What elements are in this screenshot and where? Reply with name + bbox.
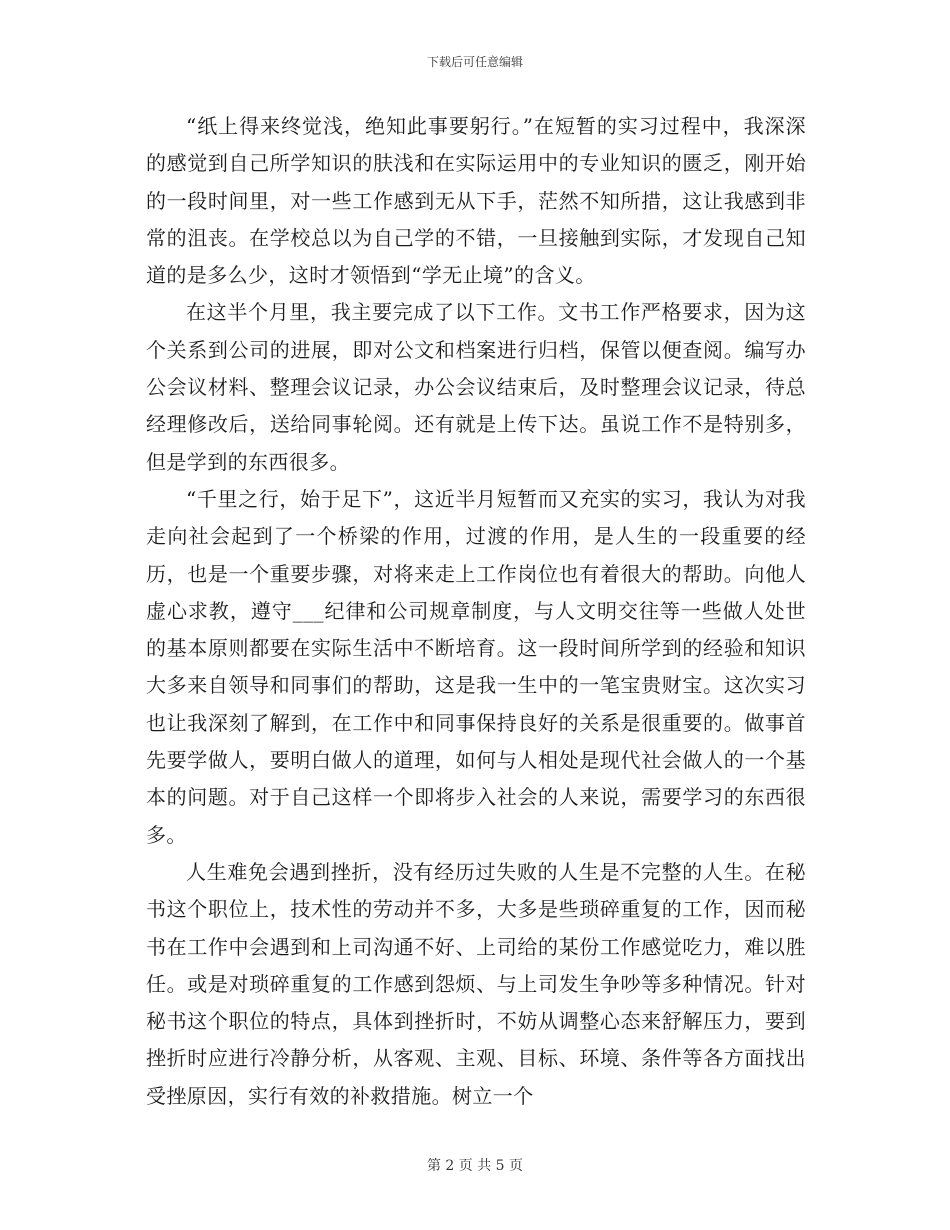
document-body xyxy=(146,108,806,1115)
paragraph-4: 人生难免会遇到挫折，没有经历过失败的人生是不完整的人生。在秘书这个职位上，技术性的劳动并不多，大多是些琐碎重复的工作，因而秘书在工作中会遇到和上司沟通不好、上司给的某份工作感觉吃力，难以胜任。或是对琐碎重复的工作感到怨烦、与上司发生争吵等多种情况。针对秘书这个职位的特点，具体到挫折时，不妨从调整心态来舒解压力，要到挫折时应进行冷静分析，从客观、主观、目标、环境、条件等各方面找出受挫原因，实行有效的补救措施。树立一个 xyxy=(146,859,806,1108)
paragraph-2: 在这半个月里，我主要完成了以下工作。文书工作严格要求，因为这个关系到公司的进展，即对公文和档案进行归档，保管以便查阅。编写办公会议材料、整理会议记录，办公会议结束后，及时整理会议记录，待总经理修改后，送给同事轮阅。还有就是上传下达。虽说工作不是特别多，但是学到的东西很多。 xyxy=(146,300,806,474)
page-number-footer: 第 2 页 共 5 页 xyxy=(426,1158,524,1174)
page-header: 下载后可任意编辑 xyxy=(426,55,523,69)
paragraph-1: “纸上得来终觉浅，绝知此事要躬行。”在短暂的实习过程中，我深深的感觉到自己所学知识的肤浅和在实际运用中的专业知识的匮乏，刚开始的一段时间里，对一些工作感到无从下手，茫然不知所措，这让我感到非常的沮丧。在学校总以为自己学的不错，一旦接触到实际，才发现自己知道的是多么少，这时才领悟到“学无止境”的含义。 xyxy=(146,114,806,288)
paragraph-3: “千里之行，始于足下”，这近半月短暂而又充实的实习，我认为对我走向社会起到了一个桥梁的作用，过渡的作用，是人生的一段重要的经历，也是一个重要步骤，对将来走上工作岗位也有着很大的帮助。向他人虚心求教，遵守___纪律和公司规章制度，与人文明交往等一些做人处世的基本原则都要在实际生活中不断培育。这一段时间所学到的经验和知识大多来自领导和同事们的帮助，这是我一生中的一笔宝贵财宝。这次实习也让我深刻了解到，在工作中和同事保持良好的关系是很重要的。做事首先要学做人，要明白做人的道理，如何与人相处是现代社会做人的一个基本的问题。对于自己这样一个即将步入社会的人来说，需要学习的东西很多。 xyxy=(146,486,806,847)
